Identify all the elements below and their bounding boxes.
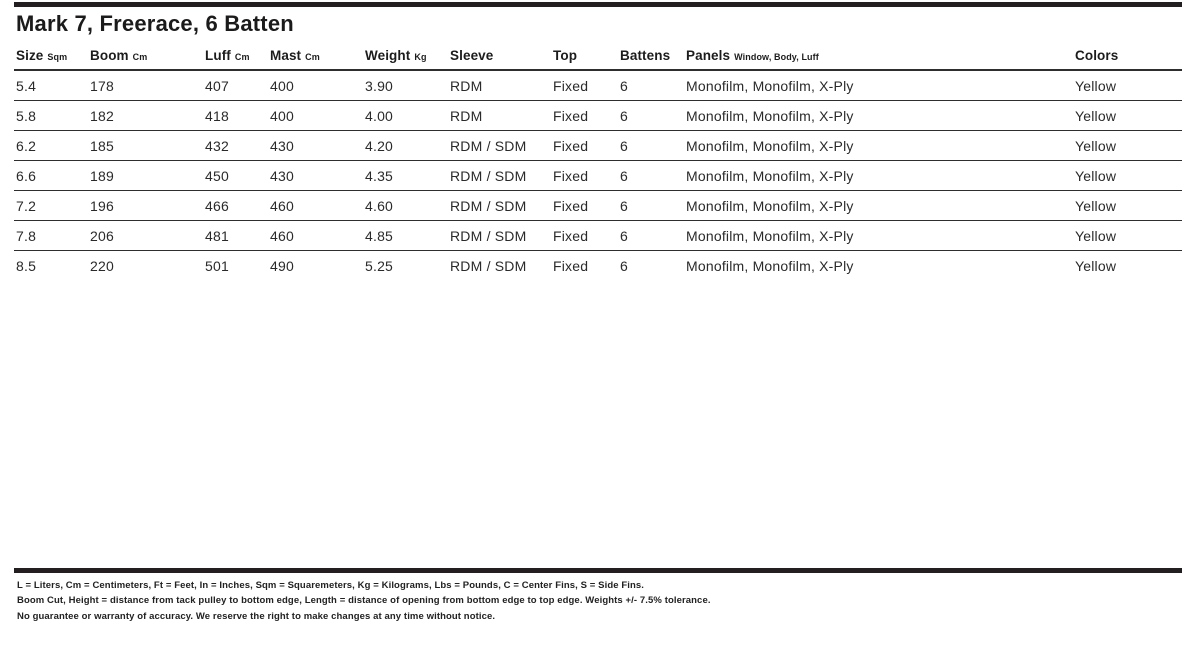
cell-panels: Monofilm, Monofilm, X-Ply [686,107,854,124]
cell-top: Fixed [553,227,589,244]
cell-battens: 6 [620,137,628,154]
cell-boom: 185 [90,137,114,154]
cell-top: Fixed [553,107,589,124]
table-row [14,251,1182,281]
table-header-row [14,37,1182,71]
cell-weight: 4.20 [365,137,394,154]
header-panels-label: Panels [686,48,731,63]
cell-boom: 182 [90,107,114,124]
header-battens [620,48,686,69]
header-battens-label: Battens [620,48,671,63]
cell-boom: 178 [90,77,114,94]
cell-sleeve: RDM / SDM [450,258,527,274]
cell-mast: 460 [270,197,294,214]
cell-panels: Monofilm, Monofilm, X-Ply [686,77,854,94]
cell-battens: 6 [620,167,628,184]
footnote-disclaimer: No guarantee or warranty of accuracy. We reserve the right to make changes at any time without notice. [17,610,496,622]
table-row [14,161,1182,191]
cell-top: Fixed [553,77,589,94]
cell-mast: 400 [270,77,294,94]
header-panels [686,48,1075,69]
header-mast [270,48,365,69]
header-boom-unit: Cm [132,52,148,62]
cell-luff: 432 [205,137,229,154]
header-sleeve-label: Sleeve [450,48,494,63]
page-title: Mark 7, Freerace, 6 Batten [16,11,294,36]
cell-top: Fixed [553,167,589,184]
cell-boom: 189 [90,167,114,184]
cell-colors: Yellow [1075,258,1117,274]
cell-luff: 466 [205,197,229,214]
table-row [14,221,1182,251]
cell-size: 6.2 [16,137,37,154]
cell-weight: 5.25 [365,258,394,274]
cell-sleeve: RDM [450,107,483,124]
header-weight [365,48,450,69]
cell-luff: 418 [205,107,229,124]
header-luff-unit: Cm [234,52,250,62]
header-sleeve [450,48,553,69]
cell-battens: 6 [620,258,628,274]
cell-mast: 430 [270,167,294,184]
header-boom-label: Boom [90,48,129,63]
cell-size: 5.4 [16,77,37,94]
cell-size: 7.2 [16,197,37,214]
cell-mast: 460 [270,227,294,244]
cell-boom: 220 [90,258,114,274]
header-weight-label: Weight [365,48,411,63]
cell-panels: Monofilm, Monofilm, X-Ply [686,258,854,274]
footnotes [17,578,711,624]
cell-colors: Yellow [1075,107,1117,124]
header-top [553,48,620,69]
footnote-units: L = Liters, Cm = Centimeters, Ft = Feet, In = Inches, Sqm = Squaremeters, Kg = Kilograms, Lbs = Pounds, C = Center Fins, S = Side Fins. [17,580,645,591]
header-luff [205,48,270,69]
top-divider-bar [14,2,1182,7]
cell-top: Fixed [553,197,589,214]
cell-weight: 4.85 [365,227,394,244]
header-colors [1075,48,1182,69]
cell-weight: 4.60 [365,197,394,214]
cell-sleeve: RDM / SDM [450,167,527,184]
header-top-label: Top [553,48,578,63]
cell-size: 7.8 [16,227,37,244]
table-row [14,191,1182,221]
cell-weight: 4.00 [365,107,394,124]
footnote-measurements: Boom Cut, Height = distance from tack pulley to bottom edge, Length = distance of opening from bottom edge to top edge. Weights +/- 7.5% tolerance. [17,595,711,607]
header-colors-label: Colors [1075,48,1119,63]
cell-sleeve: RDM / SDM [450,227,527,244]
cell-weight: 4.35 [365,167,394,184]
cell-boom: 206 [90,227,114,244]
cell-battens: 6 [620,197,628,214]
header-mast-label: Mast [270,48,302,63]
header-size-unit: Sqm [47,52,68,62]
cell-sleeve: RDM / SDM [450,137,527,154]
cell-battens: 6 [620,107,628,124]
cell-boom: 196 [90,197,114,214]
cell-colors: Yellow [1075,137,1117,154]
cell-panels: Monofilm, Monofilm, X-Ply [686,227,854,244]
cell-mast: 430 [270,137,294,154]
cell-luff: 407 [205,77,229,94]
cell-luff: 481 [205,227,229,244]
cell-colors: Yellow [1075,227,1117,244]
cell-panels: Monofilm, Monofilm, X-Ply [686,197,854,214]
header-size-label: Size [16,48,44,63]
cell-size: 8.5 [16,258,37,274]
cell-luff: 501 [205,258,229,274]
cell-panels: Monofilm, Monofilm, X-Ply [686,167,854,184]
cell-battens: 6 [620,77,628,94]
cell-size: 6.6 [16,167,37,184]
cell-colors: Yellow [1075,197,1117,214]
header-panels-unit: Window, Body, Luff [734,52,819,62]
cell-mast: 490 [270,258,294,274]
cell-mast: 400 [270,107,294,124]
header-boom [90,48,205,69]
cell-colors: Yellow [1075,167,1117,184]
table-row [14,71,1182,101]
cell-luff: 450 [205,167,229,184]
cell-panels: Monofilm, Monofilm, X-Ply [686,137,854,154]
footer-divider-bar [14,568,1182,573]
table-row [14,131,1182,161]
header-size [16,48,90,69]
cell-top: Fixed [553,258,589,274]
cell-size: 5.8 [16,107,37,124]
cell-colors: Yellow [1075,77,1117,94]
table-row [14,101,1182,131]
header-luff-label: Luff [205,48,231,63]
cell-sleeve: RDM [450,77,483,94]
cell-top: Fixed [553,137,589,154]
header-weight-unit: Kg [414,52,427,62]
cell-weight: 3.90 [365,77,394,94]
cell-battens: 6 [620,227,628,244]
spec-table [14,37,1182,281]
cell-sleeve: RDM / SDM [450,197,527,214]
header-mast-unit: Cm [305,52,320,62]
